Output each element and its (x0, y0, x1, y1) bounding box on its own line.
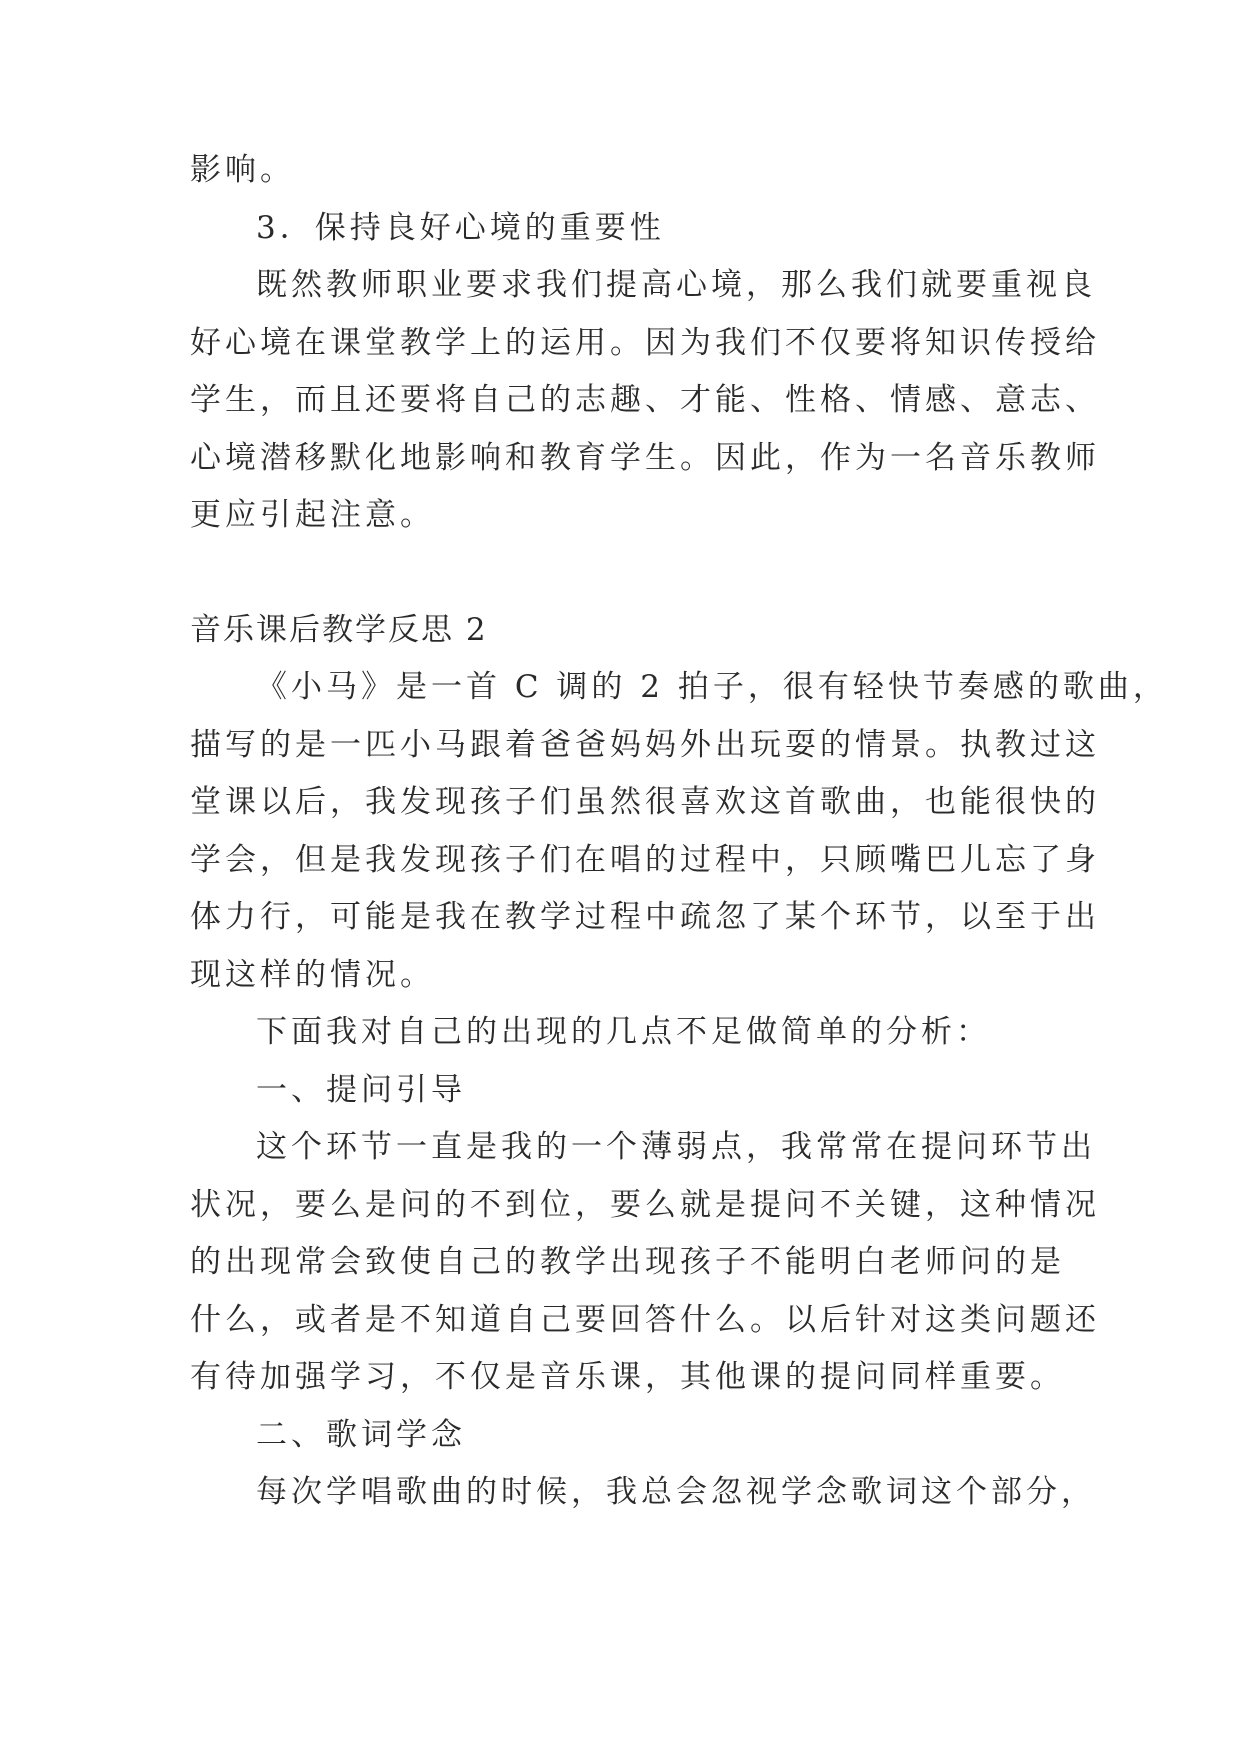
text-line: 状况，要么是问的不到位，要么就是提问不关键，这种情况 (190, 1186, 1100, 1223)
text-line: 好心境在课堂教学上的运用。因为我们不仅要将知识传授给 (190, 324, 1100, 361)
text-line: 体力行，可能是我在教学过程中疏忽了某个环节，以至于出 (190, 899, 1100, 935)
text-line: 二、歌词学念 (256, 1416, 466, 1453)
section-heading: 音乐课后教学反思 2 (190, 611, 488, 648)
text-line: 更应引起注意。 (190, 497, 435, 533)
text-line: 3．保持良好心境的重要性 (256, 209, 665, 246)
text-line: 下面我对自己的出现的几点不足做简单的分析： (256, 1014, 991, 1050)
text-line: 描写的是一匹小马跟着爸爸妈妈外出玩耍的情景。执教过这 (190, 726, 1100, 763)
text-line: 心境潜移默化地影响和教育学生。因此，作为一名音乐教师 (190, 439, 1100, 476)
text-line: 既然教师职业要求我们提高心境，那么我们就要重视良 (256, 267, 1096, 303)
text-line: 影响。 (190, 152, 295, 188)
text-line: 一、提问引导 (256, 1071, 466, 1108)
text-line: 学会，但是我发现孩子们在唱的过程中，只顾嘴巴儿忘了身 (190, 841, 1100, 878)
text-line: 什么，或者是不知道自己要回答什么。以后针对这类问题还 (190, 1301, 1100, 1338)
text-line: 现这样的情况。 (190, 956, 435, 993)
text-line: 的出现常会致使自己的教学出现孩子不能明白老师问的是 (190, 1244, 1065, 1280)
text-line: 《小马》是一首 C 调的 2 拍子，很有轻快节奏感的歌曲， (256, 669, 1168, 705)
text-line: 学生，而且还要将自己的志趣、才能、性格、情感、意志、 (190, 382, 1100, 418)
section-gap (190, 545, 1070, 602)
text-line: 这个环节一直是我的一个薄弱点，我常常在提问环节出 (256, 1129, 1096, 1165)
text-line: 堂课以后，我发现孩子们虽然很喜欢这首歌曲，也能很快的 (190, 784, 1100, 820)
text-line: 每次学唱歌曲的时候，我总会忽视学念歌词这个部分， (256, 1474, 1096, 1510)
text-line: 有待加强学习，不仅是音乐课，其他课的提问同样重要。 (190, 1359, 1065, 1395)
document-body (190, 142, 1168, 1522)
